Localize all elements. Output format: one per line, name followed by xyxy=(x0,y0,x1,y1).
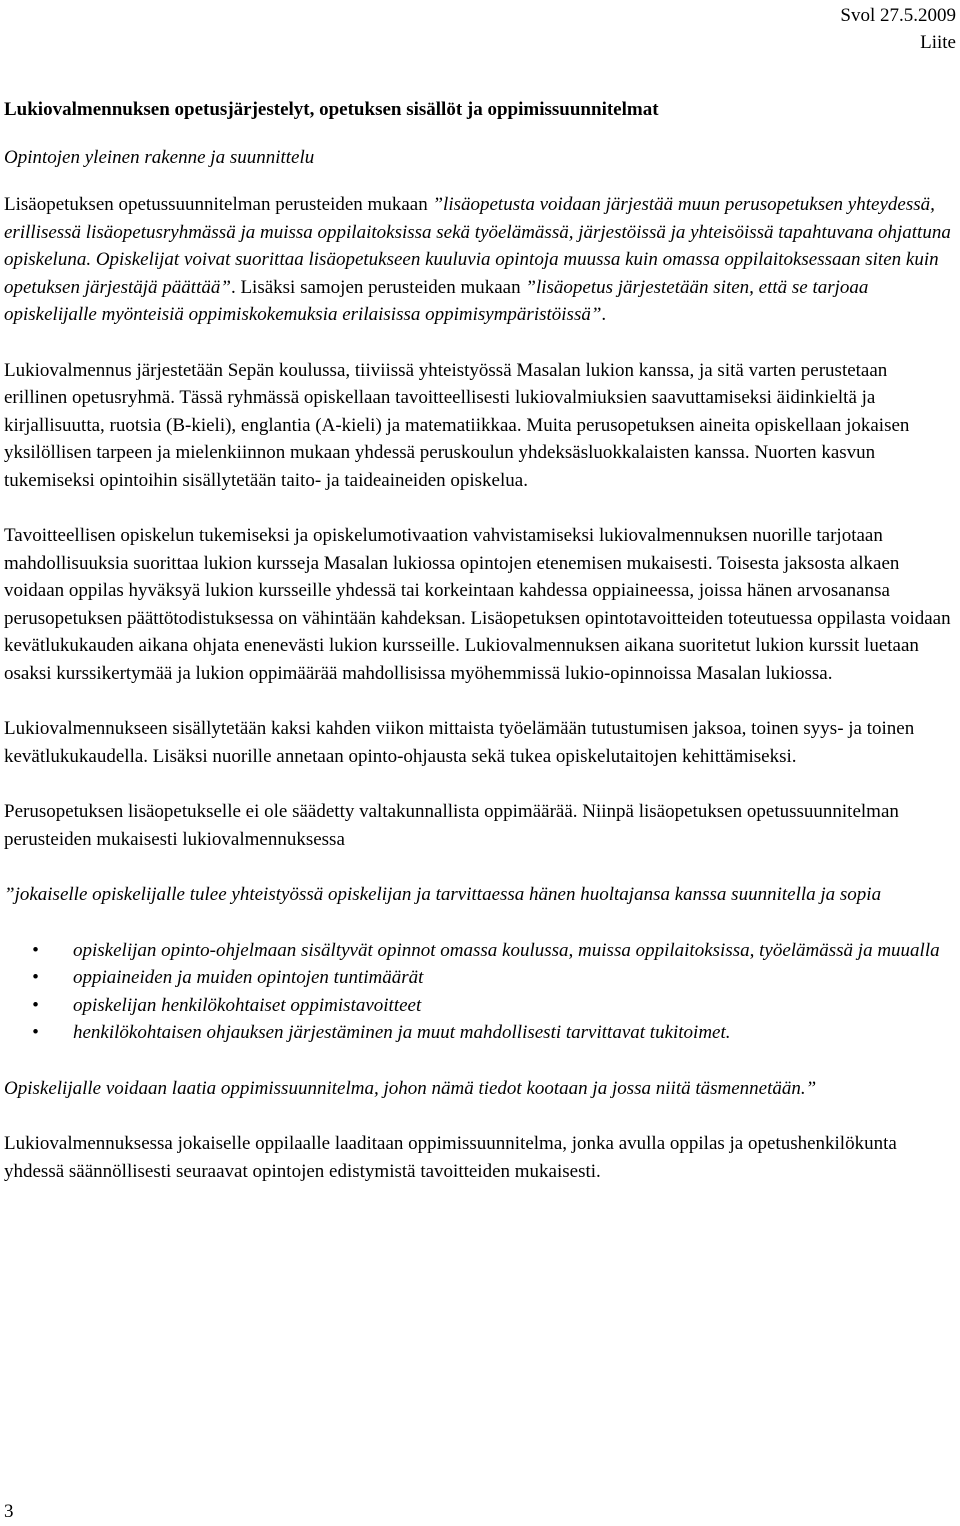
bullet-list xyxy=(4,937,952,1047)
p1-quote-2: ”lisäopetus järjestetään siten, että se tarjoaa opiskelijalle myönteisiä oppimiskokemuksia erilaisissa oppimisympäristöissä” xyxy=(4,276,869,325)
header-date: Svol 27.5.2009 xyxy=(840,5,956,26)
quote-end: Opiskelijalle voidaan laatia oppimissuunnitelma, johon nämä tiedot kootaan ja jossa niitä täsmennetään.” xyxy=(4,1077,817,1099)
page-number: 3 xyxy=(4,1501,14,1522)
paragraph-organization: Lukiovalmennus järjestetään Sepän koulussa, tiiviissä yhteistyössä Masalan lukion kanssa, ja sitä varten perustetaan erillinen opetusryhmä. Tässä ryhmässä opiskellaan tavoitteellisesti lukiovalmiuksien saavuttamiseksi äidinkieltä ja kirjallisuutta, ruotsia (B-kieli), englantia (A-kieli) ja matematiikkaa. Muita perusopetuksen aineita opiskellaan jokaisen yksilöllisen tarpeen ja mielenkiinnon mukaan yhdessä peruskoulun yhdeksäsluokkalaisten kanssa. Nuorten kasvun tukemiseksi opintoihin sisällytetään taito- ja taideaineiden opiskelua. xyxy=(4,359,910,491)
page-header xyxy=(840,2,956,56)
list-item: • oppiaineiden ja muiden opintojen tuntimäärät xyxy=(73,964,952,992)
p1-quote-1: ”lisäopetusta voidaan järjestää muun perusopetuksen yhteydessä, erillisessä lisäopetusryhmässä ja muissa oppilaitoksissa sekä työelämässä, järjestöissä ja yhteisöissä tapahtuvana ohjattuna opiskeluna. Opiskelijat voivat suorittaa lisäopetukseen kuuluvia opintoja muussa kuin omassa oppilaitoksessaan siten kuin opetuksen järjestäjä päättää” xyxy=(4,194,951,298)
paragraph-curriculum-basis xyxy=(4,191,952,329)
header-label: Liite xyxy=(920,32,956,53)
paragraph-syllabus: Perusopetuksen lisäopetukselle ei ole säädetty valtakunnallista oppimäärää. Niinpä lisäopetuksen opetussuunnitelman perusteiden mukaisesti lukiovalmennuksessa xyxy=(4,801,899,850)
document-body xyxy=(4,96,952,1213)
paragraph-work-life: Lukiovalmennukseen sisällytetään kaksi kahden viikon mittaista työelämään tutustumisen jaksoa, toinen syys- ja toinen kevätlukukaudella. Lisäksi nuorille annetaan opinto-ohjausta sekä tukea opiskelutaitojen kehittämiseksi. xyxy=(4,718,915,767)
list-item: • opiskelijan opinto-ohjelmaan sisältyvät opinnot omassa koulussa, muissa oppilaitoksissa, työelämässä ja muualla xyxy=(73,937,952,965)
p1-text-2: . Lisäksi samojen perusteiden mukaan xyxy=(230,276,526,298)
section-subheading: Opintojen yleinen rakenne ja suunnittelu xyxy=(4,146,315,168)
list-item: • henkilökohtaisen ohjauksen järjestäminen ja muut mahdollisesti tarvittavat tukitoimet. xyxy=(73,1019,952,1047)
p1-text-3: . xyxy=(601,304,607,325)
quote-intro: ”jokaiselle opiskelijalle tulee yhteistyössä opiskelijan ja tarvittaessa hänen huoltajansa kanssa suunnitella ja sopia xyxy=(4,884,882,905)
p1-text-1: Lisäopetuksen opetussuunnitelman perusteiden mukaan xyxy=(4,194,433,215)
list-item: • opiskelijan henkilökohtaiset oppimistavoitteet xyxy=(73,992,952,1020)
paragraph-upper-secondary-courses: Tavoitteellisen opiskelun tukemiseksi ja opiskelumotivaation vahvistamiseksi lukiovalmennuksen nuorille tarjotaan mahdollisuuksia suorittaa lukion kursseja Masalan lukiossa opintojen etenemisen mukaisesti. Toisesta jaksosta alkaen voidaan oppilas hyväksyä lukion kursseille yhdessä tai korkeintaan kahdessa oppiaineessa, joissa hänen arvosanansa perusopetuksen päättötodistuksessa on vähintään kahdeksan. Lisäopetuksen opintotavoitteiden toteutuessa oppilasta voidaan kevätlukukauden aikana ohjata enenevästi lukion kursseille. Lukiovalmennuksen aikana suoritetut lukion kurssit luetaan osaksi kurssikertymää ja lukion oppimäärää mahdollisissa myöhemmissä lukio-opinnoissa Masalan lukiossa. xyxy=(4,525,951,684)
document-title: Lukiovalmennuksen opetusjärjestelyt, opetuksen sisällöt ja oppimissuunnitelmat xyxy=(4,99,659,120)
paragraph-learning-plan: Lukiovalmennuksessa jokaiselle oppilaalle laaditaan oppimissuunnitelma, jonka avulla oppilas ja opetushenkilökunta yhdessä säännöllisesti seuraavat opintojen edistymistä tavoitteiden mukaisesti. xyxy=(4,1133,897,1182)
